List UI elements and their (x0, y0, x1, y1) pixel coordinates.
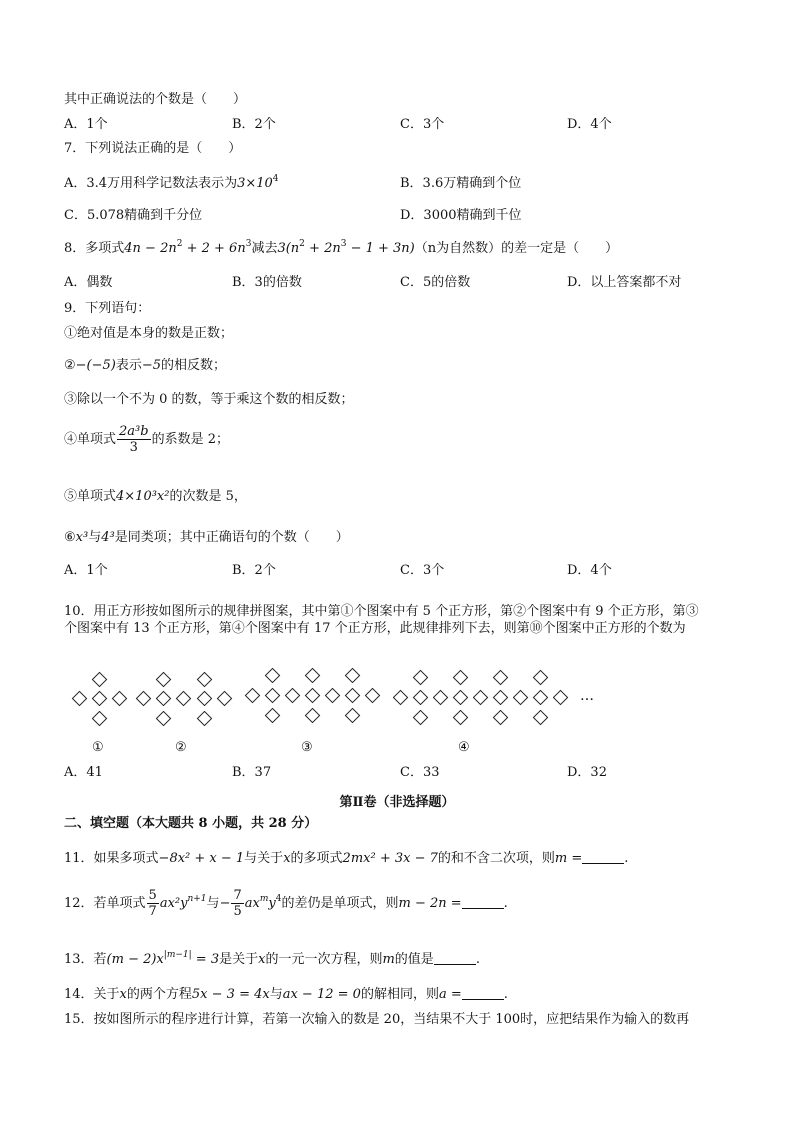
square-shape (136, 691, 152, 707)
square-shape (413, 710, 429, 726)
square-shape (533, 670, 549, 686)
q7-option-d: D．3000精确到千位 (400, 208, 522, 223)
square-shape (176, 691, 192, 707)
q9-stem: 9．下列语句： (64, 301, 151, 316)
part-2-title: 第Ⅱ卷（非选择题） (339, 795, 455, 810)
q13-answer-blank[interactable] (434, 952, 476, 965)
q12-fraction-1: $\frac{5}{7}$ (148, 888, 157, 919)
square-shape (553, 690, 569, 706)
q6-option-b: B．2个 (232, 117, 276, 132)
q14-answer-blank[interactable] (462, 987, 504, 1000)
square-shape (265, 668, 281, 684)
q8-option-c: C．5的倍数 (400, 275, 471, 290)
q12-answer-blank[interactable] (462, 896, 504, 909)
square-shape (513, 690, 529, 706)
q9-statement-2: ②−(−5)表示−5的相反数； (64, 358, 227, 373)
q9-option-c: C．3个 (400, 563, 445, 578)
q6-option-a: A．1个 (64, 117, 108, 132)
q11: 11．如果多项式−8x² + x − 1与关于x的多项式2mx² + 3x − 7的和不含二次项，则m = . (64, 851, 629, 866)
square-shape (112, 691, 128, 707)
square-shape (325, 688, 341, 704)
q6-option-c: C．3个 (400, 117, 445, 132)
q9-option-d: D．4个 (567, 563, 612, 578)
q10-line-2: 个图案中有 13 个正方形，第④个图案中有 17 个正方形，此规律排列下去，则第⑩个图案中正方形的个数为 (64, 621, 686, 636)
q7-option-c: C．5.078精确到千分位 (64, 208, 203, 223)
q10-option-c: C．33 (400, 765, 440, 780)
square-shape (493, 690, 509, 706)
square-shape (156, 711, 172, 727)
square-shape (453, 690, 469, 706)
square-shape (285, 688, 301, 704)
q7-option-a: A．3.4万用科学记数法表示为$3\times 10^4$ (64, 174, 279, 191)
q9-statement-5: ⑤单项式4×10³x²的次数是 5， (64, 489, 247, 504)
q9-statement-4: ④单项式 $\frac{\text{2a³b}}{3}$ 的系数是 2； (64, 424, 229, 455)
square-shape (265, 708, 281, 724)
square-shape (197, 672, 213, 688)
square-shape (345, 668, 361, 684)
q12: 12．若单项式 $\frac{5}{7}$ $ax^2y^{n+1}$与− $\frac{7}{5}$ $ax^my^4$的差仍是单项式，则m − 2n = . (64, 888, 508, 919)
q9-statement-1: ①绝对值是本身的数是正数； (64, 326, 234, 341)
square-shape (92, 711, 108, 727)
pattern-ellipsis: … (580, 688, 595, 704)
square-shape (433, 690, 449, 706)
square-shape (197, 691, 213, 707)
square-shape (92, 691, 108, 707)
q13: 13．若$(m - 2)x^{|m-1|} = 3$是关于x的一元一次方程，则m的值是 . (64, 950, 480, 967)
fill-in-section-heading: 二、填空题（本大题共 8 小题，共 28 分） (64, 816, 318, 831)
square-shape (393, 690, 409, 706)
q9-fraction: $\frac{\text{2a³b}}{3}$ (119, 424, 149, 455)
square-shape (533, 710, 549, 726)
pattern-label-2: ② (175, 740, 187, 755)
square-shape (156, 672, 172, 688)
q8-stem: 8．多项式$4n - 2n^2 + 2 + 6n^3$减去$3(n^2 + 2n^3 - 1 + 3n)(n$为自然数）的差一定是（ ） (64, 239, 619, 256)
square-shape (493, 710, 509, 726)
square-shape (453, 670, 469, 686)
q8-option-d: D．以上答案都不对 (567, 275, 682, 290)
square-shape (92, 672, 108, 688)
square-shape (305, 708, 321, 724)
square-shape (533, 690, 549, 706)
square-shape (345, 688, 361, 704)
square-pattern-figure (60, 660, 620, 760)
q10-option-b: B．37 (232, 765, 272, 780)
square-shape (305, 668, 321, 684)
q14: 14．关于x的两个方程5x − 3 = 4x与ax − 12 = 0的解相同，则a = . (64, 987, 508, 1002)
q9-statement-3: ③除以一个不为 0 的数，等于乘这个数的相反数； (64, 392, 354, 407)
q6-option-d: D．4个 (567, 117, 612, 132)
q10-option-d: D．32 (567, 765, 607, 780)
square-shape (265, 688, 281, 704)
square-shape (217, 691, 233, 707)
q8-option-a: A．偶数 (64, 275, 113, 290)
square-shape (493, 670, 509, 686)
square-shape (305, 688, 321, 704)
square-shape (345, 708, 361, 724)
q15: 15．按如图所示的程序进行计算，若第一次输入的数是 20，当结果不大于 100时，应把结果作为输入的数再 (64, 1012, 690, 1027)
q8-option-b: B．3的倍数 (232, 275, 302, 290)
pattern-label-3: ③ (301, 740, 313, 755)
pattern-label-1: ① (92, 740, 104, 755)
pattern-label-4: ④ (458, 740, 470, 755)
square-shape (365, 688, 381, 704)
q6-tail-text: 其中正确说法的个数是（ ） (64, 92, 247, 107)
q9-option-a: A．1个 (64, 563, 108, 578)
q10-line-1: 10．用正方形按如图所示的规律拼图案，其中第①个图案中有 5 个正方形，第②个图案中有 9 个正方形，第③ (64, 604, 699, 619)
q7-option-b: B．3.6万精确到个位 (400, 176, 522, 191)
square-shape (453, 710, 469, 726)
q11-answer-blank[interactable] (582, 851, 624, 864)
q9-statement-6: ⑥x³与4³是同类项；其中正确语句的个数（ ） (64, 530, 349, 545)
q7-stem: 7．下列说法正确的是（ ） (64, 141, 242, 156)
square-shape (156, 691, 172, 707)
square-shape (197, 711, 213, 727)
square-shape (413, 690, 429, 706)
square-shape (245, 688, 261, 704)
square-shape (473, 690, 489, 706)
square-shape (72, 691, 88, 707)
q10-option-a: A．41 (64, 765, 103, 780)
q9-option-b: B．2个 (232, 563, 276, 578)
square-shape (413, 670, 429, 686)
q12-fraction-2: $\frac{7}{5}$ (233, 888, 242, 919)
